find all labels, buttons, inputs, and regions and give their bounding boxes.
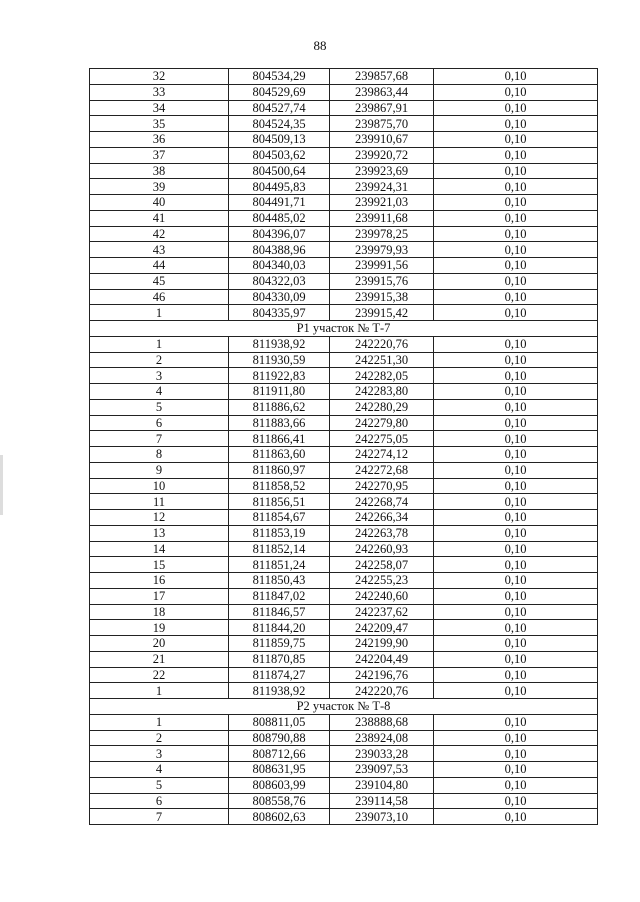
table-row [90, 667, 598, 683]
x-coordinate-cell: 811850,43 [229, 573, 330, 589]
x-coordinate-cell: 811860,97 [229, 462, 330, 478]
x-coordinate-cell: 804491,71 [229, 195, 330, 211]
table-row [90, 494, 598, 510]
point-number-cell: 4 [90, 384, 229, 400]
table-row [90, 525, 598, 541]
x-coordinate-cell: 811930,59 [229, 352, 330, 368]
point-number-cell: 36 [90, 132, 229, 148]
x-coordinate-cell: 804500,64 [229, 163, 330, 179]
y-coordinate-cell: 242275,05 [330, 431, 434, 447]
table-row [90, 226, 598, 242]
accuracy-cell: 0,10 [434, 730, 598, 746]
x-coordinate-cell: 811846,57 [229, 604, 330, 620]
y-coordinate-cell: 242280,29 [330, 399, 434, 415]
y-coordinate-cell: 242196,76 [330, 667, 434, 683]
table-row [90, 69, 598, 85]
accuracy-cell: 0,10 [434, 541, 598, 557]
x-coordinate-cell: 811847,02 [229, 588, 330, 604]
y-coordinate-cell: 242220,76 [330, 683, 434, 699]
y-coordinate-cell: 242274,12 [330, 447, 434, 463]
y-coordinate-cell: 242251,30 [330, 352, 434, 368]
x-coordinate-cell: 804485,02 [229, 210, 330, 226]
table-row [90, 573, 598, 589]
y-coordinate-cell: 242209,47 [330, 620, 434, 636]
y-coordinate-cell: 239924,31 [330, 179, 434, 195]
x-coordinate-cell: 804529,69 [229, 84, 330, 100]
x-coordinate-cell: 811854,67 [229, 510, 330, 526]
point-number-cell: 1 [90, 714, 229, 730]
point-number-cell: 1 [90, 336, 229, 352]
accuracy-cell: 0,10 [434, 793, 598, 809]
table-row [90, 132, 598, 148]
point-number-cell: 35 [90, 116, 229, 132]
table-row [90, 431, 598, 447]
x-coordinate-cell: 811851,24 [229, 557, 330, 573]
point-number-cell: 40 [90, 195, 229, 211]
margin-mark [0, 455, 3, 515]
accuracy-cell: 0,10 [434, 273, 598, 289]
accuracy-cell: 0,10 [434, 478, 598, 494]
table-row [90, 84, 598, 100]
point-number-cell: 43 [90, 242, 229, 258]
point-number-cell: 4 [90, 762, 229, 778]
x-coordinate-cell: 804524,35 [229, 116, 330, 132]
x-coordinate-cell: 804509,13 [229, 132, 330, 148]
point-number-cell: 5 [90, 399, 229, 415]
y-coordinate-cell: 242260,93 [330, 541, 434, 557]
table-row [90, 179, 598, 195]
point-number-cell: 37 [90, 147, 229, 163]
accuracy-cell: 0,10 [434, 305, 598, 321]
table-row [90, 305, 598, 321]
x-coordinate-cell: 804322,03 [229, 273, 330, 289]
point-number-cell: 2 [90, 352, 229, 368]
y-coordinate-cell: 239923,69 [330, 163, 434, 179]
x-coordinate-cell: 811874,27 [229, 667, 330, 683]
section-title: Р2 участок № Т-8 [90, 699, 598, 715]
x-coordinate-cell: 811852,14 [229, 541, 330, 557]
y-coordinate-cell: 239097,53 [330, 762, 434, 778]
table-row [90, 336, 598, 352]
point-number-cell: 16 [90, 573, 229, 589]
accuracy-cell: 0,10 [434, 809, 598, 825]
y-coordinate-cell: 239863,44 [330, 84, 434, 100]
table-row [90, 384, 598, 400]
point-number-cell: 34 [90, 100, 229, 116]
point-number-cell: 2 [90, 730, 229, 746]
point-number-cell: 3 [90, 368, 229, 384]
point-number-cell: 44 [90, 258, 229, 274]
accuracy-cell: 0,10 [434, 84, 598, 100]
point-number-cell: 12 [90, 510, 229, 526]
accuracy-cell: 0,10 [434, 714, 598, 730]
x-coordinate-cell: 811863,60 [229, 447, 330, 463]
point-number-cell: 15 [90, 557, 229, 573]
accuracy-cell: 0,10 [434, 210, 598, 226]
point-number-cell: 45 [90, 273, 229, 289]
y-coordinate-cell: 242272,68 [330, 462, 434, 478]
section-header-row [90, 321, 598, 337]
table-row [90, 399, 598, 415]
point-number-cell: 22 [90, 667, 229, 683]
table-row [90, 762, 598, 778]
accuracy-cell: 0,10 [434, 636, 598, 652]
section-title: Р1 участок № Т-7 [90, 321, 598, 337]
x-coordinate-cell: 811853,19 [229, 525, 330, 541]
table-row [90, 510, 598, 526]
y-coordinate-cell: 239857,68 [330, 69, 434, 85]
x-coordinate-cell: 811870,85 [229, 651, 330, 667]
section-header-row [90, 699, 598, 715]
y-coordinate-cell: 239979,93 [330, 242, 434, 258]
accuracy-cell: 0,10 [434, 147, 598, 163]
x-coordinate-cell: 804495,83 [229, 179, 330, 195]
table-row [90, 147, 598, 163]
accuracy-cell: 0,10 [434, 242, 598, 258]
table-row [90, 116, 598, 132]
point-number-cell: 32 [90, 69, 229, 85]
accuracy-cell: 0,10 [434, 510, 598, 526]
point-number-cell: 11 [90, 494, 229, 510]
table-row [90, 195, 598, 211]
point-number-cell: 6 [90, 415, 229, 431]
point-number-cell: 7 [90, 809, 229, 825]
coordinates-table-body [90, 69, 598, 825]
x-coordinate-cell: 808811,05 [229, 714, 330, 730]
x-coordinate-cell: 811886,62 [229, 399, 330, 415]
accuracy-cell: 0,10 [434, 132, 598, 148]
table-row [90, 604, 598, 620]
y-coordinate-cell: 242258,07 [330, 557, 434, 573]
accuracy-cell: 0,10 [434, 494, 598, 510]
point-number-cell: 39 [90, 179, 229, 195]
table-row [90, 258, 598, 274]
table-row [90, 683, 598, 699]
x-coordinate-cell: 811866,41 [229, 431, 330, 447]
y-coordinate-cell: 242270,95 [330, 478, 434, 494]
point-number-cell: 42 [90, 226, 229, 242]
y-coordinate-cell: 239104,80 [330, 777, 434, 793]
accuracy-cell: 0,10 [434, 195, 598, 211]
accuracy-cell: 0,10 [434, 683, 598, 699]
table-row [90, 100, 598, 116]
point-number-cell: 6 [90, 793, 229, 809]
x-coordinate-cell: 808712,66 [229, 746, 330, 762]
table-row [90, 746, 598, 762]
x-coordinate-cell: 808631,95 [229, 762, 330, 778]
x-coordinate-cell: 804340,03 [229, 258, 330, 274]
table-row [90, 478, 598, 494]
accuracy-cell: 0,10 [434, 777, 598, 793]
y-coordinate-cell: 242279,80 [330, 415, 434, 431]
accuracy-cell: 0,10 [434, 588, 598, 604]
y-coordinate-cell: 242255,23 [330, 573, 434, 589]
point-number-cell: 46 [90, 289, 229, 305]
point-number-cell: 9 [90, 462, 229, 478]
accuracy-cell: 0,10 [434, 620, 598, 636]
x-coordinate-cell: 804330,09 [229, 289, 330, 305]
x-coordinate-cell: 804396,07 [229, 226, 330, 242]
y-coordinate-cell: 239910,67 [330, 132, 434, 148]
x-coordinate-cell: 811883,66 [229, 415, 330, 431]
y-coordinate-cell: 242268,74 [330, 494, 434, 510]
y-coordinate-cell: 242282,05 [330, 368, 434, 384]
accuracy-cell: 0,10 [434, 384, 598, 400]
accuracy-cell: 0,10 [434, 447, 598, 463]
table-row [90, 352, 598, 368]
y-coordinate-cell: 242263,78 [330, 525, 434, 541]
table-row [90, 210, 598, 226]
table-row [90, 651, 598, 667]
y-coordinate-cell: 239920,72 [330, 147, 434, 163]
y-coordinate-cell: 239911,68 [330, 210, 434, 226]
y-coordinate-cell: 239991,56 [330, 258, 434, 274]
x-coordinate-cell: 804335,97 [229, 305, 330, 321]
table-row [90, 462, 598, 478]
accuracy-cell: 0,10 [434, 746, 598, 762]
x-coordinate-cell: 808790,88 [229, 730, 330, 746]
accuracy-cell: 0,10 [434, 667, 598, 683]
table-row [90, 163, 598, 179]
coordinates-table [89, 68, 598, 825]
table-row [90, 242, 598, 258]
y-coordinate-cell: 242240,60 [330, 588, 434, 604]
accuracy-cell: 0,10 [434, 368, 598, 384]
point-number-cell: 17 [90, 588, 229, 604]
accuracy-cell: 0,10 [434, 462, 598, 478]
point-number-cell: 13 [90, 525, 229, 541]
x-coordinate-cell: 808603,99 [229, 777, 330, 793]
point-number-cell: 5 [90, 777, 229, 793]
table-row [90, 289, 598, 305]
y-coordinate-cell: 239978,25 [330, 226, 434, 242]
table-row [90, 415, 598, 431]
point-number-cell: 1 [90, 305, 229, 321]
y-coordinate-cell: 242266,34 [330, 510, 434, 526]
y-coordinate-cell: 239921,03 [330, 195, 434, 211]
x-coordinate-cell: 811911,80 [229, 384, 330, 400]
table-row [90, 368, 598, 384]
y-coordinate-cell: 242199,90 [330, 636, 434, 652]
y-coordinate-cell: 242204,49 [330, 651, 434, 667]
y-coordinate-cell: 239915,38 [330, 289, 434, 305]
x-coordinate-cell: 808558,76 [229, 793, 330, 809]
y-coordinate-cell: 239033,28 [330, 746, 434, 762]
point-number-cell: 1 [90, 683, 229, 699]
accuracy-cell: 0,10 [434, 100, 598, 116]
point-number-cell: 7 [90, 431, 229, 447]
y-coordinate-cell: 239915,42 [330, 305, 434, 321]
accuracy-cell: 0,10 [434, 226, 598, 242]
point-number-cell: 21 [90, 651, 229, 667]
x-coordinate-cell: 811922,83 [229, 368, 330, 384]
accuracy-cell: 0,10 [434, 336, 598, 352]
accuracy-cell: 0,10 [434, 69, 598, 85]
point-number-cell: 10 [90, 478, 229, 494]
point-number-cell: 14 [90, 541, 229, 557]
y-coordinate-cell: 238888,68 [330, 714, 434, 730]
y-coordinate-cell: 239867,91 [330, 100, 434, 116]
x-coordinate-cell: 811938,92 [229, 336, 330, 352]
accuracy-cell: 0,10 [434, 604, 598, 620]
x-coordinate-cell: 811844,20 [229, 620, 330, 636]
accuracy-cell: 0,10 [434, 179, 598, 195]
table-row [90, 273, 598, 289]
x-coordinate-cell: 804527,74 [229, 100, 330, 116]
table-row [90, 636, 598, 652]
accuracy-cell: 0,10 [434, 258, 598, 274]
accuracy-cell: 0,10 [434, 415, 598, 431]
accuracy-cell: 0,10 [434, 431, 598, 447]
table-row [90, 714, 598, 730]
point-number-cell: 8 [90, 447, 229, 463]
y-coordinate-cell: 242220,76 [330, 336, 434, 352]
y-coordinate-cell: 242283,80 [330, 384, 434, 400]
x-coordinate-cell: 804503,62 [229, 147, 330, 163]
y-coordinate-cell: 239875,70 [330, 116, 434, 132]
accuracy-cell: 0,10 [434, 352, 598, 368]
table-row [90, 588, 598, 604]
table-row [90, 793, 598, 809]
page-number: 88 [313, 38, 327, 53]
y-coordinate-cell: 239915,76 [330, 273, 434, 289]
accuracy-cell: 0,10 [434, 651, 598, 667]
y-coordinate-cell: 238924,08 [330, 730, 434, 746]
accuracy-cell: 0,10 [434, 557, 598, 573]
accuracy-cell: 0,10 [434, 762, 598, 778]
accuracy-cell: 0,10 [434, 163, 598, 179]
y-coordinate-cell: 239073,10 [330, 809, 434, 825]
accuracy-cell: 0,10 [434, 399, 598, 415]
table-row [90, 447, 598, 463]
y-coordinate-cell: 239114,58 [330, 793, 434, 809]
table-row [90, 541, 598, 557]
point-number-cell: 20 [90, 636, 229, 652]
x-coordinate-cell: 811856,51 [229, 494, 330, 510]
x-coordinate-cell: 811938,92 [229, 683, 330, 699]
point-number-cell: 33 [90, 84, 229, 100]
point-number-cell: 38 [90, 163, 229, 179]
x-coordinate-cell: 811859,75 [229, 636, 330, 652]
accuracy-cell: 0,10 [434, 116, 598, 132]
point-number-cell: 18 [90, 604, 229, 620]
table-row [90, 557, 598, 573]
table-row [90, 730, 598, 746]
table-row [90, 620, 598, 636]
point-number-cell: 41 [90, 210, 229, 226]
x-coordinate-cell: 804388,96 [229, 242, 330, 258]
y-coordinate-cell: 242237,62 [330, 604, 434, 620]
point-number-cell: 19 [90, 620, 229, 636]
table-row [90, 777, 598, 793]
table-row [90, 809, 598, 825]
accuracy-cell: 0,10 [434, 289, 598, 305]
accuracy-cell: 0,10 [434, 525, 598, 541]
accuracy-cell: 0,10 [434, 573, 598, 589]
x-coordinate-cell: 811858,52 [229, 478, 330, 494]
point-number-cell: 3 [90, 746, 229, 762]
x-coordinate-cell: 808602,63 [229, 809, 330, 825]
x-coordinate-cell: 804534,29 [229, 69, 330, 85]
